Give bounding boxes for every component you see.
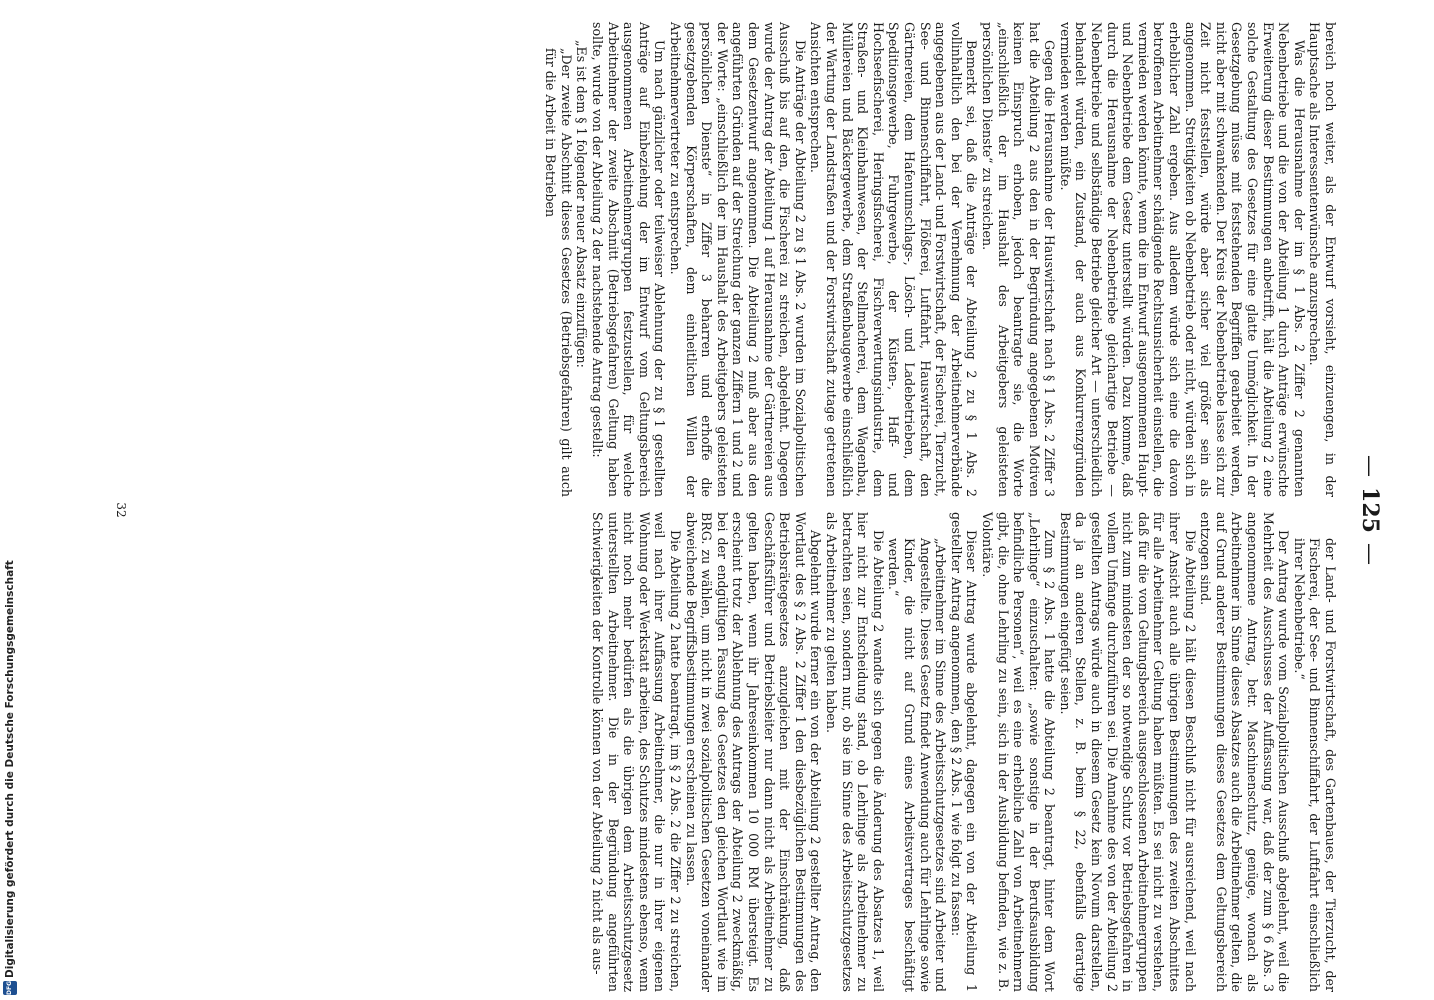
paragraph: Was die Herausnahme der im § 1 Abs. 2 Ziffer 2 genannten Nebenbetriebe und die von der Abteilung 1 durch Anträge erwünschte Erweiterung dieser Bestimmungen anbetrifft, hält die Abteilung 2 eine solche Gestaltung des Gesetzes für eine glatte Unmöglichkeit. In der Gesetzgebung müsse mit feststehenden Begriffen gearbeitet werden, nicht aber mit schwankenden. Der Kreis der Nebenbetriebe lasse sich zur Zeit nicht feststellen, würde aber sicher viel größer sein als angenommen. Streitigkeiten ob Nebenbetrieb oder nicht, würden sich in erheblicher Zahl ergeben. Aus alledem würde sich eine die davon betroffenen Arbeitnehmer schädigende Rechtsunsicherheit einstellen, die vermieden werden könnte, wenn die im Entwurf ausgenommenen Haupt- und Nebenbetriebe dem Gesetz unterstellt würden. Dazu komme, daß durch die Herausnahme der Nebenbetriebe gleichartige Betriebe — Nebenbetriebe und selbständige Betriebe gleicher Art — unterschiedlich behandelt würden, ein Zustand, der auch aus Konkurrenzgründen vermieden werden müßte. <box>1057 22 1307 497</box>
paragraph: Gegen die Herausnahme der Hauswirtschaft nach § 1 Abs. 2 Ziffer 3 hat die Abteilung 2 aus den in der Begründung angegebenen Motiven keinen Einspruch erhoben, jedoch beantragte sie, die Worte „einschließlich der im Haushalt des Arbeitgebers geleisteten persönlichen Dienste“ zu streichen. <box>979 22 1058 497</box>
paragraph: Die Abteilung 2 hält diesen Beschluß nicht für ausreichend, weil nach ihrer Ansicht auch alle übrigen Bestimmungen des zweiten Abschnittes für alle Arbeitnehmer Geltung haben müßten. Es sei nicht zu verstehen, daß für die vom Geltungsbereich ausgeschlossenen Arbeitnehmergruppen nicht zum mindesten der so notwendige Schutz vor Betriebsgefahren in vollem Umfange durchzuführen sei. Die Annahme des von der Abteilung 2 gestellten Antrags würde auch in diesem Gesetz kein Novum darstellen, da ja an anderen Stellen, z. B. beim § 22, ebenfalls derartige Bestimmungen eingefügt seien. <box>1057 512 1198 992</box>
paragraph: Die Abteilung 2 hatte beantragt, im § 2 Abs. 2 die Ziffer 2 zu streichen, weil nach ihrer Auffassung Arbeitnehmer, die nur in ihrer eigenen Wohnung oder Werkstatt arbeiten, des Schutzes mindestens ebenso, wenn nicht noch mehr bedürfen als die übrigen dem Arbeitsschutzgesetz unterstellten Arbeitnehmer. Die in der Begründung angeführten Schwierigkeiten der Kontrolle können von der Abteilung 2 nicht als aus- <box>590 512 684 992</box>
paragraph: Dieser Antrag wurde abgelehnt, dagegen ein von der Abteilung 1 gestellter Antrag angenommen, den § 2 Abs. 1 wie folgt zu fassen: <box>948 512 980 992</box>
dfg-logo-icon: DFG <box>3 981 17 995</box>
page-header: —125— <box>1357 455 1383 565</box>
signature-mark: 32 <box>114 502 128 518</box>
text-column-first <box>543 22 1338 497</box>
paragraph: bereich noch weiter, als der Entwurf vorsieht, einzuengen, in der Hauptsache als Interessentenwünsche anzusprechen. <box>1307 22 1338 497</box>
paragraph: Abgelehnt wurde ferner ein von der Abteilung 2 gestellter Antrag, den Wortlaut des § 2 Abs. 2 Ziffer 1 den diesbezüglichen Bestimmungen des Betriebsrätegesetzes anzugleichen mit der Einschränkung, daß Geschäftsführer und Betriebsleiter nur dann nicht als Arbeitnehmer zu gelten haben, wenn ihr Jahreseinkommen 10 000 RM übersteigt. Es erscheint trotz der Ablehnung des Antrags der Abteilung 2 zweckmäßig, bei der endgültigen Fassung des Gesetzes den gleichen Wortlaut wie im BRG. zu wählen, um nicht in zwei sozialpolitischen Gesetzen voneinander abweichende Begriffsbestimmungen erscheinen zu lassen. <box>683 512 824 992</box>
digitization-credit <box>2 560 18 995</box>
paragraph: „Es ist dem § 1 folgender neuer Absatz einzufügen: <box>574 40 590 368</box>
paragraph: Zum § 2 Abs. 1 hatte die Abteilung 2 beantragt, hinter dem Wort „Lehrlinge“ einzuschalten: „sowie sonstige in der Berufsausbildung befindliche Personen“, weil es eine erhebliche Zahl von Arbeitnehmern gibt, die, ohne Lehrling zu sein, sich in der Ausbildung befinden, wie z. B. Volontäre. <box>979 512 1058 992</box>
paragraph: Die Anträge der Abteilung 2 zu § 1 Abs. 2 wurden im Sozialpolitischen Ausschuß bis auf den, die Fischerei zu streichen, abgelehnt. Dagegen wurde der Antrag der Abteilung 1 auf Herausnahme der Gärtnereien aus dem Gesetzentwurf angenommen. Die Abteilung 2 muß aber aus den angeführten Gründen auf der Streichung der ganzen Ziffern 1 und 2 und der Worte: „einschließlich der im Haushalt des Arbeitgebers geleisteten persönlichen Dienste“ in Ziffer 3 beharren und erhoffe die gesetzgebenden Körperschaften, dem einheitlichen Willen der Arbeitnehmervertreter zu entsprechen. <box>668 22 808 497</box>
paragraph: Der Antrag wurde vom Sozialpolitischen Ausschuß abgelehnt, weil die Mehrheit des Ausschusses der Auffassung war, daß der zum § 6 Abs. 3 angenommene Antrag, betr. Maschinenschutz, genüge, wonach als Arbeitnehmer im Sinne dieses Absatzes auch die Arbeitnehmer gelten, die auf Grund anderer Bestimmungen dieses Gesetzes dem Geltungsbereich entzogen sind. <box>1198 512 1292 992</box>
paragraph: Um nach gänzlicher oder teilweiser Ablehnung der zu § 1 gestellten Anträge auf Einbeziehung der im Entwurf vom Geltungsbereich ausgenommenen Arbeitnehmergruppen festzustellen, für welche Arbeitnehmer der zweite Abschnitt (Betriebsgefahren) Geltung haben sollte, wurde von der Abteilung 2 der nachstehende Antrag gestellt: <box>590 22 668 497</box>
credit-text: Digitalisierung gefördert durch die Deutsche Forschungsgemeinschaft <box>4 560 16 978</box>
rotated-page-content <box>100 10 1390 1000</box>
paragraph: der Land- und Forstwirtschaft, des Gartenbaues, der Tierzucht, der Fischerei, der See- und Binnenschiffahrt, der Luftfahrt einschließlich ihrer Nebenbetriebe.“ <box>1291 538 1338 992</box>
paragraph: Die Abteilung 2 wandte sich gegen die Änderung des Absatzes 1, weil hier nicht zur Entscheidung stand, ob Lehrlinge als Arbeitnehmer zu betrachten seien, sondern nur, ob sie im Sinne des Arbeitsschutzgesetzes als Arbeitnehmer zu gelten haben. <box>824 512 886 992</box>
paragraph: Bemerkt sei, daß die Anträge der Abteilung 2 zu § 1 Abs. 2 vollinhaltlich den bei der Vernehmung der Arbeitnehmerverbände angegebenen aus der Land- und Forstwirtschaft, der Fischerei, Tierzucht, See- und Binnenschiffahrt, Flößerei, Luftfahrt, Hauswirtschaft, den Gärtnereien, dem Hafenumschlags-, Lösch- und Ladebetrieben, dem Speditionsgewerbe, Fuhrgewerbe, der Küsten-, Haff- und Hochseefischerei, Heringsfischerei, Fischverwertungsindustrie, dem Straßen- und Kleinbahnwesen, der Stellmacherei, dem Wagenbau, Müllereien und Bäckergewerbe, dem Straßenbaugewerbe einschließlich der Wartung der Landstraßen und der Forstwirtschaft zutage getretenen Ansichten entsprechen. <box>808 22 980 497</box>
paragraph: „Arbeitnehmer im Sinne des Arbeitsschutzgesetzes sind Arbeiter und Angestellte. Dieses Gesetz findet Anwendung auch für Lehrlinge sowie Kinder, die nicht auf Grund eines Arbeitsvertrages beschäftigt werden.“ <box>886 538 949 992</box>
text-column-second <box>590 512 1339 992</box>
page-number: 125 <box>1357 487 1383 533</box>
paragraph: „Der zweite Abschnitt dieses Gesetzes (Betriebsgefahren) gilt auch für die Arbeit in Betrieben <box>543 48 574 497</box>
